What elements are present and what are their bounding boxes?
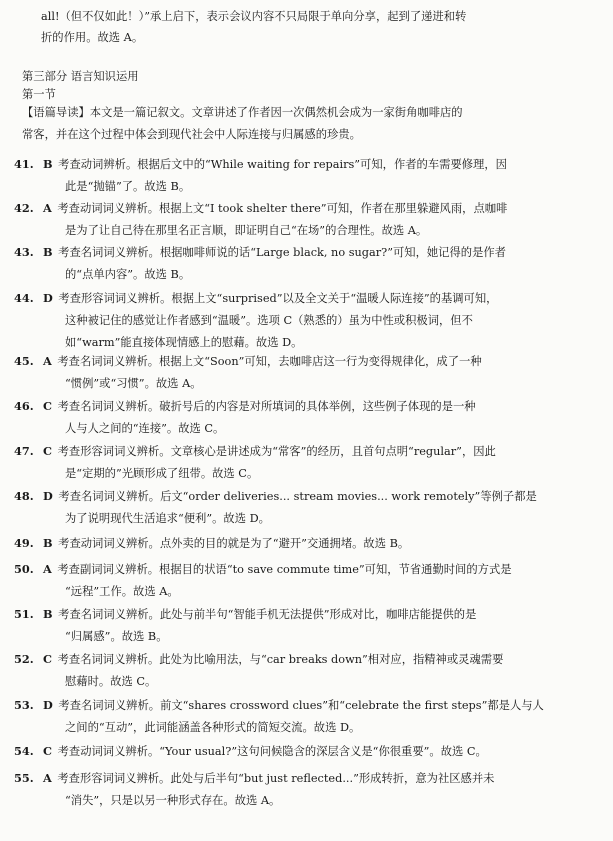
item-number: 52.: [14, 652, 34, 666]
item-answer: A: [43, 562, 52, 576]
item-number: 53.: [14, 698, 34, 712]
item-explanation-line-2: 这种被记住的感觉让作者感到“温暖”。选项 C（熟悉的）虽为中性或积极词，但不: [65, 314, 473, 327]
answer-item-44: [14, 290, 606, 350]
item-explanation-line-2: 是为了让自己待在那里名正言顺，即证明自己“在场”的合理性。故选 A。: [65, 224, 428, 237]
item-number: 46.: [14, 399, 34, 413]
part-heading: 第三部分 语言知识运用: [22, 70, 139, 83]
item-explanation-line-1: 考查形容词词义辨析。此处与后半句“but just reflected...”形成转折，意为社区感并未: [57, 772, 495, 785]
item-answer: B: [43, 536, 53, 550]
answer-item-47: [14, 443, 606, 481]
item-number: 44.: [14, 291, 34, 305]
item-answer: B: [43, 245, 53, 259]
item-explanation-line-1: 考查形容词词义辨析。文章核心是讲述成为“常客”的经历，且首句点明“regular”，因此: [57, 445, 496, 458]
answer-item-43: [14, 244, 606, 282]
item-answer: B: [43, 157, 53, 171]
item-explanation-line-2: 是“定期的”光顾形成了纽带。故选 C。: [65, 467, 259, 480]
answer-item-50: [14, 561, 606, 599]
item-explanation-line-1: 考查名词词义辨析。根据上文“Soon”可知，去咖啡店这一行为变得规律化，成了一种: [57, 355, 482, 368]
intro-line-1: all!（但不仅如此！）”承上启下，表示会议内容不只局限于单向分享，起到了递进和转: [41, 10, 467, 23]
answer-item-53: [14, 697, 606, 735]
item-number: 45.: [14, 354, 34, 368]
item-number: 49.: [14, 536, 34, 550]
item-explanation-line-2: “消失”，只是以另一种形式存在。故选 A。: [65, 794, 281, 807]
item-explanation-line-1: 考查名词词义辨析。前文“shares crossword clues”和“celebrate the first steps”都是人与人: [58, 699, 544, 712]
item-explanation-line-2: 人与人之间的“连接”。故选 C。: [65, 422, 225, 435]
item-explanation-line-2: 之间的“互动”，此词能涵盖各种形式的简短交流。故选 D。: [65, 721, 361, 734]
item-explanation-line-2: 慰藉时。故选 C。: [65, 675, 157, 688]
item-explanation-line-2: “惯例”或“习惯”。故选 A。: [65, 377, 202, 390]
item-number: 54.: [14, 744, 34, 758]
item-answer: A: [43, 354, 52, 368]
item-explanation-line-1: 考查名词词义辨析。此处为比喻用法，与“car breaks down”相对应，指精神或灵魂需要: [57, 653, 504, 666]
item-explanation-line-1: 考查名词词义辨析。后文“order deliveries... stream movies... work remotely”等例子都是: [58, 490, 537, 503]
item-number: 55.: [14, 771, 34, 785]
item-explanation-line-2: 此是“抛锚”了。故选 B。: [65, 180, 191, 193]
item-number: 41.: [14, 157, 34, 171]
answer-item-52: [14, 651, 606, 689]
item-answer: A: [43, 201, 52, 215]
answer-item-42: [14, 200, 606, 238]
item-explanation-line-2: “归属感”。故选 B。: [65, 630, 168, 643]
item-explanation-line-1: 考查形容词词义辨析。根据上文“surprised”以及全文关于“温暖人际连接”的基调可知，: [58, 292, 498, 305]
item-answer: C: [43, 652, 52, 666]
item-explanation-line-1: 考查名词词义辨析。此处与前半句“智能手机无法提供”形成对比，咖啡店能提供的是: [58, 608, 477, 621]
item-explanation-line-1: 考查动词词义辨析。点外卖的目的就是为了“避开”交通拥堵。故选 B。: [58, 537, 410, 550]
item-number: 50.: [14, 562, 34, 576]
item-explanation-line-2: “远程”工作。故选 A。: [65, 585, 179, 598]
item-explanation-line-1: 考查动词词义辨析。“Your usual?”这句问候隐含的深层含义是“你很重要”。故选 C。: [57, 745, 487, 758]
item-answer: D: [43, 489, 53, 503]
answer-item-49: [14, 535, 606, 551]
item-explanation-line-2: 的“点单内容”。故选 B。: [65, 268, 191, 281]
intro-line-2: 折的作用。故选 A。: [41, 31, 144, 44]
item-answer: D: [43, 291, 53, 305]
item-answer: D: [43, 698, 53, 712]
item-explanation-line-1: 考查名词词义辨析。破折号后的内容是对所填词的具体举例，这些例子体现的是一种: [57, 400, 476, 413]
item-answer: B: [43, 607, 53, 621]
item-number: 42.: [14, 201, 34, 215]
passage-guide-line-2: 常客，并在这个过程中体会到现代社会中人际连接与归属感的珍贵。: [22, 128, 361, 141]
item-answer: C: [43, 399, 52, 413]
answer-item-51: [14, 606, 606, 644]
item-explanation-line-1: 考查名词词义辨析。根据咖啡师说的话“Large black, no sugar?”可知，她记得的是作者: [58, 246, 506, 259]
item-explanation-line-3: 如“warm”能直接体现情感上的慰藉。故选 D。: [65, 336, 303, 349]
passage-guide-line-1: 【语篇导读】本文是一篇记叙文。文章讲述了作者因一次偶然机会成为一家街角咖啡店的: [22, 106, 463, 119]
answer-item-55: [14, 770, 606, 808]
item-number: 51.: [14, 607, 34, 621]
item-answer: C: [43, 744, 52, 758]
item-explanation-line-1: 考查动词词义辨析。根据上文“I took shelter there”可知，作者在那里躲避风雨，点咖啡: [57, 202, 508, 215]
answer-item-45: [14, 353, 606, 391]
item-number: 47.: [14, 444, 34, 458]
answer-item-46: [14, 398, 606, 436]
item-number: 48.: [14, 489, 34, 503]
item-answer: C: [43, 444, 52, 458]
item-number: 43.: [14, 245, 34, 259]
item-explanation-line-2: 为了说明现代生活追求“便利”。故选 D。: [65, 512, 270, 525]
item-explanation-line-1: 考查副词词义辨析。根据目的状语“to save commute time”可知，节省通勤时间的方式是: [57, 563, 512, 576]
answer-item-54: [14, 743, 606, 759]
item-answer: A: [43, 771, 52, 785]
answer-item-41: [14, 156, 606, 194]
section-heading: 第一节: [22, 88, 56, 101]
item-explanation-line-1: 考查动词辨析。根据后文中的“While waiting for repairs”可知，作者的车需要修理，因: [58, 158, 507, 171]
answer-item-48: [14, 488, 606, 526]
